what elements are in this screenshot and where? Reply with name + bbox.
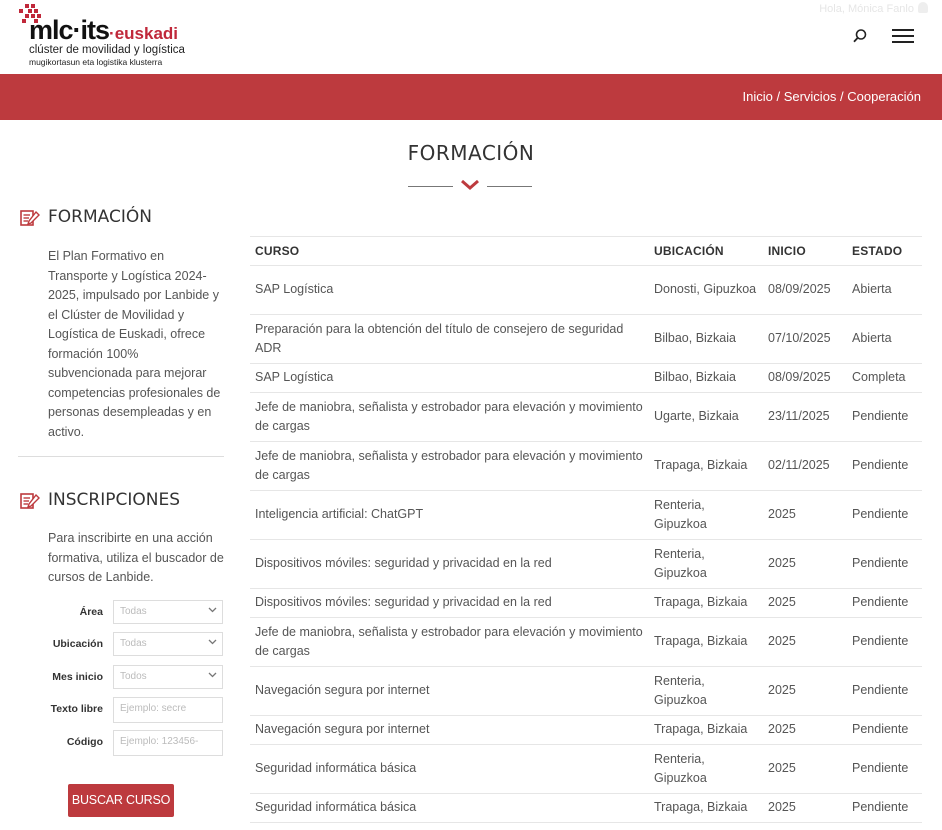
cell-inicio: 07/10/2025: [763, 315, 847, 364]
cell-inicio: 2025: [763, 540, 847, 589]
cell-curso: Preparación para la obtención del título de consejero de seguridad ADR: [250, 315, 649, 364]
cell-curso: Seguridad informática básica: [250, 745, 649, 794]
formacion-title: FORMACIÓN: [48, 207, 152, 227]
mes-inicio-label: Mes inicio: [52, 670, 103, 683]
area-row: [18, 600, 224, 633]
cell-ubicacion: Trapaga, Bizkaia: [649, 589, 763, 618]
texto-libre-label: Texto libre: [50, 703, 103, 715]
breadcrumb-servicios[interactable]: Servicios: [783, 89, 837, 104]
cell-ubicacion: Donosti, Gipuzkoa: [649, 266, 763, 315]
breadcrumb-inicio[interactable]: Inicio: [742, 89, 773, 104]
cell-estado: Pendiente: [847, 745, 922, 794]
table-row[interactable]: [250, 266, 922, 315]
table-row[interactable]: [250, 794, 922, 823]
title-divider: [408, 178, 532, 192]
inscripciones-heading: [18, 483, 224, 517]
cell-curso: Jefe de maniobra, señalista y estrobador para elevación y movimiento de cargas: [250, 393, 649, 442]
site-header: [0, 0, 942, 74]
breadcrumb: [742, 89, 921, 104]
mes-inicio-select[interactable]: [113, 665, 223, 689]
column-header-estado: ESTADO: [847, 237, 922, 266]
cell-curso: Jefe de maniobra, señalista y estrobador para elevación y movimiento de cargas: [250, 442, 649, 491]
cell-ubicacion: Renteria, Gipuzkoa: [649, 667, 763, 716]
hamburger-menu-icon[interactable]: [892, 29, 914, 43]
area-select[interactable]: [113, 600, 223, 624]
cell-inicio: 2025: [763, 589, 847, 618]
user-greeting[interactable]: [819, 2, 928, 15]
cell-ubicacion: Renteria, Gipuzkoa: [649, 491, 763, 540]
cell-inicio: 2025: [763, 716, 847, 745]
cell-ubicacion: Bilbao, Bizkaia: [649, 364, 763, 393]
codigo-label: Código: [66, 735, 103, 748]
courses-table: [250, 236, 922, 823]
cell-inicio: 23/11/2025: [763, 393, 847, 442]
breadcrumb-current: Cooperación: [847, 89, 921, 104]
cell-inicio: 2025: [763, 618, 847, 667]
buscar-curso-button[interactable]: BUSCAR CURSO: [68, 784, 174, 817]
cell-estado: Abierta: [847, 315, 922, 364]
user-icon: [918, 2, 928, 13]
cell-estado: Pendiente: [847, 667, 922, 716]
area-label: Área: [79, 605, 103, 618]
table-row[interactable]: [250, 745, 922, 794]
cell-ubicacion: Trapaga, Bizkaia: [649, 442, 763, 491]
cell-ubicacion: Trapaga, Bizkaia: [649, 716, 763, 745]
cell-inicio: 2025: [763, 745, 847, 794]
cell-estado: Pendiente: [847, 589, 922, 618]
cell-inicio: 08/09/2025: [763, 266, 847, 315]
cell-curso: Dispositivos móviles: seguridad y privacidad en la red: [250, 540, 649, 589]
cell-estado: Abierta: [847, 266, 922, 315]
search-icon[interactable]: [852, 28, 868, 44]
column-header-ubicacion: UBICACIÓN: [649, 237, 763, 266]
formacion-heading: [18, 200, 224, 234]
edit-document-icon: [20, 209, 40, 227]
codigo-input[interactable]: Ejemplo: 123456-: [113, 730, 223, 756]
table-row[interactable]: [250, 442, 922, 491]
inscripciones-description: Para inscribirte en una acción formativa, utiliza el buscador de cursos de Lanbide.: [48, 531, 224, 584]
cell-ubicacion: Renteria, Gipuzkoa: [649, 540, 763, 589]
texto-libre-input[interactable]: Ejemplo: secre: [113, 697, 223, 723]
cell-ubicacion: Trapaga, Bizkaia: [649, 618, 763, 667]
inscripciones-title: INSCRIPCIONES: [48, 490, 180, 510]
logo-main: mlc·its: [29, 15, 110, 45]
table-row[interactable]: [250, 589, 922, 618]
table-row[interactable]: [250, 491, 922, 540]
site-logo[interactable]: [17, 4, 187, 66]
cell-estado: Pendiente: [847, 393, 922, 442]
cell-estado: Pendiente: [847, 794, 922, 823]
logo-tagline-eu: mugikortasun eta logistika klusterra: [29, 57, 163, 67]
texto-libre-row: [18, 697, 224, 730]
table-row[interactable]: [250, 716, 922, 745]
cell-inicio: 02/11/2025: [763, 442, 847, 491]
cell-ubicacion: Trapaga, Bizkaia: [649, 794, 763, 823]
cell-ubicacion: Ugarte, Bizkaia: [649, 393, 763, 442]
logo-sub: ·euskadi: [109, 24, 179, 43]
codigo-row: [18, 730, 224, 763]
cell-inicio: 08/09/2025: [763, 364, 847, 393]
cell-estado: Pendiente: [847, 442, 922, 491]
cell-estado: Pendiente: [847, 618, 922, 667]
cell-estado: Completa: [847, 364, 922, 393]
cell-curso: SAP Logística: [250, 266, 649, 315]
cell-inicio: 2025: [763, 491, 847, 540]
cell-estado: Pendiente: [847, 491, 922, 540]
logo-tagline-es: clúster de movilidad y logística: [29, 44, 185, 56]
table-header-row: [250, 237, 922, 266]
ubicacion-label: Ubicación: [52, 638, 103, 650]
cell-curso: Jefe de maniobra, señalista y estrobador para elevación y movimiento de cargas: [250, 618, 649, 667]
cell-inicio: 2025: [763, 794, 847, 823]
sidebar: [18, 200, 224, 807]
chevron-down-icon: [208, 672, 217, 678]
edit-document-icon: [20, 492, 40, 510]
cell-curso: Dispositivos móviles: seguridad y privacidad en la red: [250, 589, 649, 618]
cell-inicio: 2025: [763, 667, 847, 716]
course-search-form: [18, 600, 224, 763]
formacion-description: El Plan Formativo en Transporte y Logística 2024-2025, impulsado por Lanbide y el Clúster de Movilidad y Logística de Euskadi, ofrece formación 100% subvencionada para mejorar competencias profesionales de personas desempleadas y en activo.: [48, 249, 221, 439]
ubicacion-row: [18, 632, 224, 665]
breadcrumb-separator: /: [772, 89, 784, 104]
chevron-down-icon: [460, 179, 480, 191]
table-row[interactable]: [250, 667, 922, 716]
table-row[interactable]: [250, 315, 922, 364]
mes-inicio-row: [18, 665, 224, 698]
cell-curso: Inteligencia artificial: ChatGPT: [250, 491, 649, 540]
greeting-text: Hola, Mónica Fanlo: [819, 3, 914, 15]
cell-estado: Pendiente: [847, 716, 922, 745]
cell-curso: SAP Logística: [250, 364, 649, 393]
chevron-down-icon: [208, 607, 217, 613]
cell-ubicacion: Renteria, Gipuzkoa: [649, 745, 763, 794]
mes-inicio-selected-value: Todos: [120, 670, 147, 682]
cell-curso: Seguridad informática básica: [250, 794, 649, 823]
ubicacion-select[interactable]: [113, 632, 223, 656]
area-selected-value: Todas: [120, 605, 147, 617]
table-row[interactable]: [250, 364, 922, 393]
cell-curso: Navegación segura por internet: [250, 716, 649, 745]
cell-ubicacion: Bilbao, Bizkaia: [649, 315, 763, 364]
column-header-curso: CURSO: [250, 237, 649, 266]
breadcrumb-band: [0, 74, 942, 120]
cell-curso: Navegación segura por internet: [250, 667, 649, 716]
cell-estado: Pendiente: [847, 540, 922, 589]
ubicacion-selected-value: Todas: [120, 638, 147, 649]
breadcrumb-separator: /: [836, 89, 848, 104]
sidebar-divider: [18, 456, 224, 457]
page-title: FORMACIÓN: [407, 141, 535, 165]
table-row[interactable]: [250, 393, 922, 442]
chevron-down-icon: [208, 639, 217, 645]
table-row[interactable]: [250, 618, 922, 667]
column-header-inicio: INICIO: [763, 237, 847, 266]
table-row[interactable]: [250, 540, 922, 589]
